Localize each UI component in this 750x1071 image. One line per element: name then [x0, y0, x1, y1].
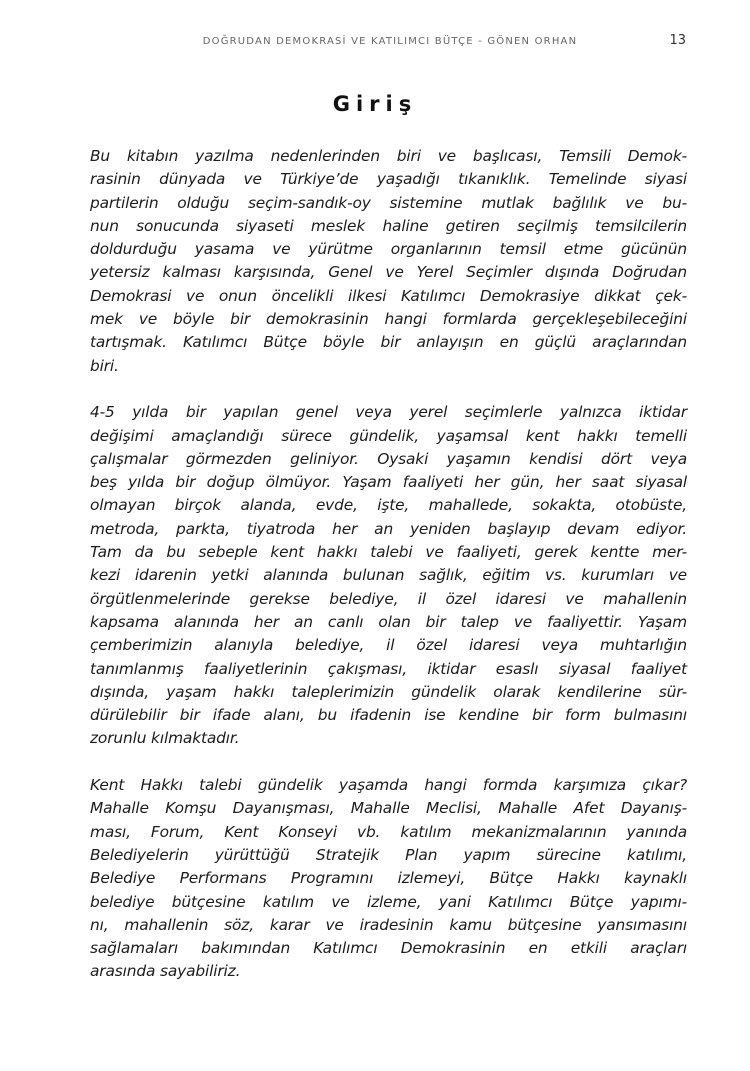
text-line: mek ve böyle bir demokrasinin hangi formlarda gerçekleşebileceğini	[90, 310, 687, 329]
text-line: çalışmalar görmezden geliniyor. Oysaki yaşamın kendisi dört veya	[90, 449, 687, 468]
text-line: metroda, parkta, tiyatroda her an yeniden başlayıp devam ediyor.	[90, 519, 687, 538]
text-line: ması, Forum, Kent Konseyi vb. katılım mekanizmalarının yanında	[90, 822, 687, 841]
page-number: 13	[669, 33, 686, 48]
text-line: sağlamaları bakımından Katılımcı Demokrasinin en etkili araçları	[90, 939, 687, 958]
text-line: Tam da bu sebeple kent hakkı talebi ve faaliyeti, gerek kentte mer-	[90, 543, 687, 562]
running-header: DOĞRUDAN DEMOKRASİ VE KATILIMCI BÜTÇE - GÖNEN ORHAN	[202, 36, 578, 47]
text-line: nun sonucunda siyaseti meslek haline getiren seçilmiş temsilcilerin	[90, 216, 687, 235]
text-line: beş yılda bir doğup ölmüyor. Yaşam faaliyeti her gün, her saat siyasal	[90, 473, 687, 492]
text-line: biri.	[90, 356, 119, 375]
chapter-title: Giriş	[332, 92, 418, 116]
text-line: olmayan birçok alanda, evde, işte, mahallede, sokakta, otobüste,	[90, 496, 687, 515]
text-line: partilerin olduğu seçim-sandık-oy sistemine mutlak bağlılık ve bu-	[90, 193, 687, 212]
text-line: rasinin dünyada ve Türkiye’de yaşadığı tıkanıklık. Temelinde siyasi	[90, 170, 687, 189]
text-line: yetersiz kalması karşısında, Genel ve Yerel Seçimler dışında Doğrudan	[90, 263, 687, 282]
text-line: kapsama alanında her an canlı olan bir talep ve faaliyettir. Yaşam	[90, 612, 687, 631]
text-line: doldurduğu yasama ve yürütme organlarının temsil etme gücünün	[90, 240, 687, 259]
text-line: Bu kitabın yazılma nedenlerinden biri ve başlıcası, Temsili Demok-	[90, 147, 687, 165]
text-line: örgütlenmelerinde gerekse belediye, il özel idaresi ve mahallenin	[90, 589, 687, 608]
text-line: zorunlu kılmaktadır.	[90, 729, 240, 748]
text-line: Kent Hakkı talebi gündelik yaşamda hangi formda karşımıza çıkar?	[90, 776, 687, 795]
text-line: çemberimizin alanıyla belediye, il özel idaresi veya muhtarlığın	[90, 636, 687, 655]
text-line: belediye bütçesine katılım ve izleme, yani Katılımcı Bütçe yapımı-	[90, 892, 687, 911]
text-line: dışında, yaşam hakkı taleplerimizin gündelik olarak kendilerine sür-	[90, 682, 687, 701]
text-line: nı, mahallenin söz, karar ve iradesinin kamu bütçesine yansımasını	[90, 915, 687, 934]
text-line: Mahalle Komşu Dayanışması, Mahalle Meclisi, Mahalle Afet Dayanış-	[90, 799, 687, 818]
text-line: Belediye Performans Programını izlemeyi, Bütçe Hakkı kaynaklı	[90, 869, 687, 888]
text-line: değişimi amaçlandığı sürece gündelik, yaşamsal kent hakkı temelli	[90, 426, 687, 445]
text-line: dürülebilir bir ifade alanı, bu ifadenin ise kendine bir form bulmasını	[90, 706, 687, 725]
body-text	[90, 145, 687, 1007]
paragraph-2	[90, 401, 687, 750]
text-line: tartışmak. Katılımcı Bütçe böyle bir anlayışın en güçlü araçlarından	[90, 333, 687, 352]
text-line: Demokrasi ve onun öncelikli ilkesi Katılımcı Demokrasiye dikkat çek-	[90, 286, 687, 305]
text-line: arasında sayabiliriz.	[90, 962, 241, 981]
paragraph-1	[90, 145, 687, 378]
paragraph-3	[90, 774, 687, 984]
text-line: Belediyelerin yürüttüğü Stratejik Plan yapım sürecine katılımı,	[90, 845, 687, 864]
text-line: tanımlanmış faaliyetlerinin çakışması, iktidar esaslı siyasal faaliyet	[90, 659, 687, 678]
text-line: 4-5 yılda bir yapılan genel veya yerel seçimlerle yalnızca iktidar	[90, 403, 687, 422]
text-line: kezi idarenin yetki alanında bulunan sağlık, eğitim vs. kurumları ve	[90, 566, 687, 585]
